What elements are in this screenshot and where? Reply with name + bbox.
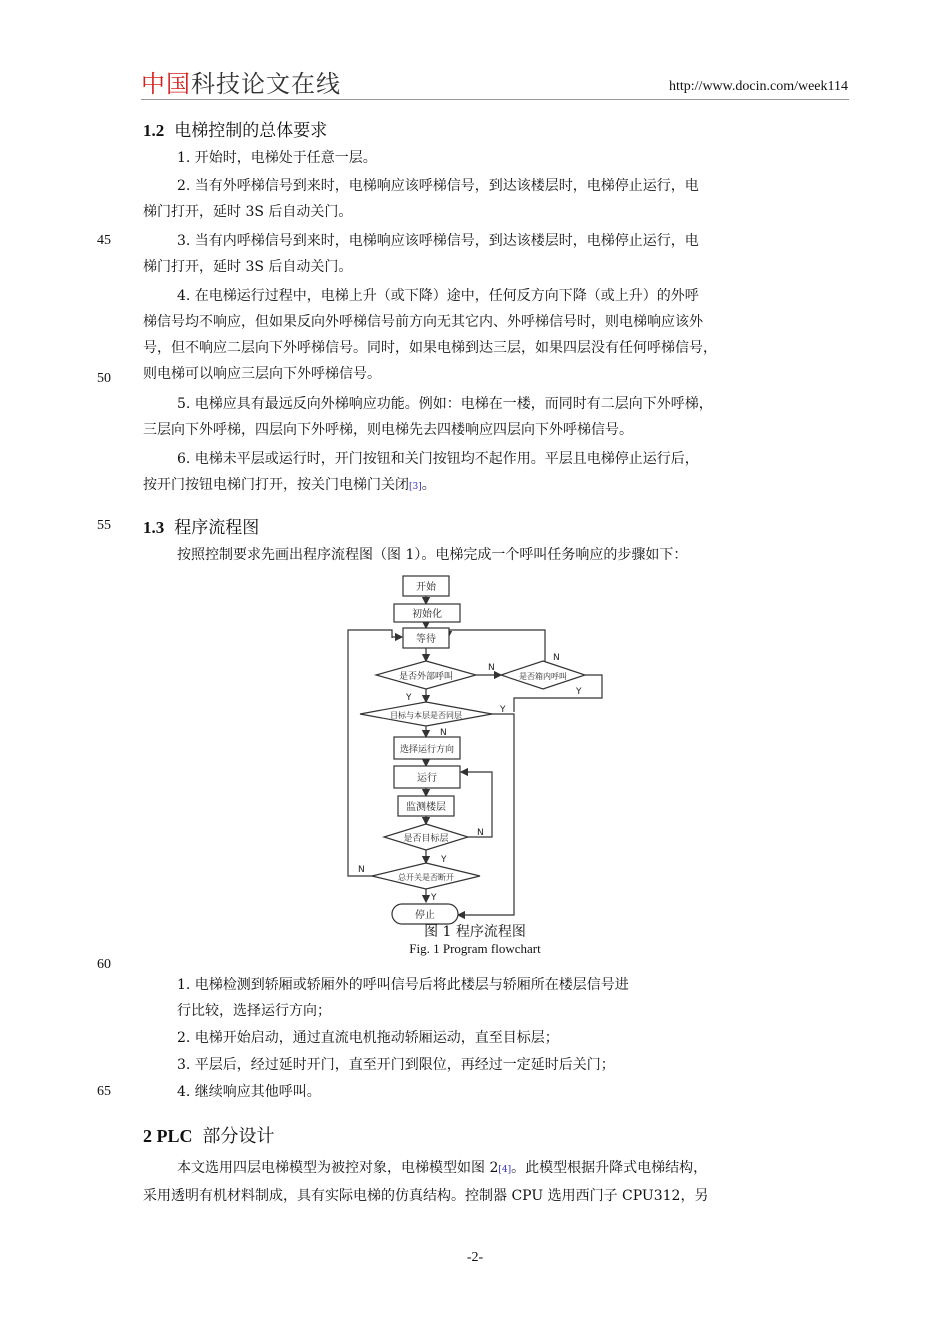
req-line: 三层向下外呼梯，四层向下外呼梯，则电梯先去四楼响应四层向下外呼梯信号。 <box>143 422 633 438</box>
citation-3[interactable]: [3] <box>409 482 422 492</box>
flow-label-yes: Y <box>576 687 582 697</box>
req-line: 1. 开始时，电梯处于任意一层。 <box>177 150 377 166</box>
header-rule <box>141 99 849 100</box>
flowchart-intro <box>143 542 793 568</box>
figure-caption-en: Fig. 1 Program flowchart <box>409 941 541 956</box>
intro-text: 按照控制要求先画出程序流程图（图 1）。电梯完成一个呼叫任务响应的步骤如下： <box>177 547 688 563</box>
flow-label-yes: Y <box>500 705 506 715</box>
step-line: 3. 平层后，经过延时开门，直至开门到限位，再经过一定延时后关门； <box>177 1057 615 1073</box>
page-number: -2- <box>466 1250 484 1265</box>
para-text: 本文选用四层电梯模型为被控对象，电梯模型如图 2 <box>177 1160 499 1176</box>
req-line: 3. 当有内呼梯信号到来时，电梯响应该呼梯信号，到达该楼层时，电梯停止运行，电 <box>177 233 699 249</box>
flow-label-yes: Y <box>431 893 437 903</box>
req-item-3 <box>143 228 793 280</box>
req-line: 按开门按钮电梯门打开，按关门电梯门关闭 <box>143 477 409 493</box>
journal-brand <box>141 64 341 99</box>
figure-caption-cn: 图 1 程序流程图 <box>424 924 526 940</box>
section-title: 电梯控制的总体要求 <box>174 121 328 141</box>
line-number: 65 <box>97 1084 111 1099</box>
brand-red-text: 中国 <box>141 70 191 98</box>
req-item-6 <box>143 446 793 500</box>
step-1 <box>177 972 737 1024</box>
req-item-4 <box>143 283 793 387</box>
line-number: 55 <box>97 518 111 533</box>
flow-label-no: N <box>440 728 447 738</box>
req-line: 梯信号均不响应，但如果反向外呼梯信号前方向无其它内、外呼梯信号时，则电梯响应该外 <box>143 314 703 330</box>
req-line: 则电梯可以响应三层向下外呼梯信号。 <box>143 366 381 382</box>
section-heading-1-2 <box>143 116 327 141</box>
line-number: 60 <box>97 957 111 972</box>
flow-label: 总开关是否断开 <box>398 873 454 882</box>
flow-label: 监测楼层 <box>406 802 446 813</box>
flow-label-yes: Y <box>441 855 447 865</box>
step-line: 行比较，选择运行方向； <box>177 1003 331 1019</box>
req-line: 6. 电梯未平层或运行时，开门按钮和关门按钮均不起作用。平层且电梯停止运行后， <box>177 451 699 467</box>
flow-label-no: N <box>358 865 365 875</box>
program-flowchart <box>340 572 610 928</box>
flow-label-no: N <box>477 828 484 838</box>
brand-rest-text: 科技论文在线 <box>191 70 341 98</box>
req-line: 梯门打开，延时 3S 后自动关门。 <box>143 204 353 220</box>
citation-4[interactable]: [4] <box>498 1165 512 1175</box>
flow-label-yes: Y <box>406 693 412 703</box>
flow-label: 目标与本层是否同层 <box>390 711 462 720</box>
flow-label: 是否箱内呼叫 <box>519 672 567 681</box>
header-url[interactable]: http://www.docin.com/week114 <box>669 79 848 94</box>
step-line: 4. 继续响应其他呼叫。 <box>177 1084 321 1100</box>
section-heading-2 <box>143 1122 275 1148</box>
step-line: 2. 电梯开始启动，通过直流电机拖动轿厢运动，直至目标层； <box>177 1030 559 1046</box>
req-line: 号，但不响应二层向下外呼梯信号。同时，如果电梯到达三层，如果四层没有任何呼梯信号， <box>143 340 717 356</box>
req-line: 梯门打开，延时 3S 后自动关门。 <box>143 259 353 275</box>
line-number: 50 <box>97 371 111 386</box>
req-line: 5. 电梯应具有最远反向外梯响应功能。例如：电梯在一楼，而同时有二层向下外呼梯， <box>177 396 713 412</box>
flow-label: 等待 <box>416 634 436 645</box>
req-line-end: 。 <box>421 477 436 493</box>
req-line: 4. 在电梯运行过程中，电梯上升（或下降）途中，任何反方向下降（或上升）的外呼 <box>177 288 699 304</box>
flow-label: 初始化 <box>412 609 442 620</box>
flow-label: 开始 <box>416 582 436 593</box>
req-item-1 <box>143 145 793 171</box>
section-heading-1-3 <box>143 513 259 538</box>
flow-label: 是否外部呼叫 <box>398 672 454 682</box>
flow-label: 是否目标层 <box>403 834 449 844</box>
step-line: 1. 电梯检测到轿厢或轿厢外的呼叫信号后将此楼层与轿厢所在楼层信号进 <box>177 977 629 993</box>
section-number: 1.3 <box>143 518 165 537</box>
flow-label: 停止 <box>415 910 435 921</box>
req-item-2 <box>143 173 793 225</box>
section-number: 1.2 <box>143 121 165 140</box>
flow-label-no: N <box>488 663 495 673</box>
sec2-paragraph <box>143 1155 793 1209</box>
section-title: 程序流程图 <box>174 518 260 538</box>
step-3 <box>177 1052 737 1078</box>
line-number: 45 <box>97 233 111 248</box>
section-title: 部分设计 <box>202 1126 275 1147</box>
flow-label: 运行 <box>417 773 437 784</box>
step-2 <box>177 1025 737 1051</box>
para-text: 。此模型根据升降式电梯结构， <box>511 1160 708 1176</box>
step-4 <box>177 1079 737 1105</box>
para-text: 采用透明有机材料制成，具有实际电梯的仿真结构。控制器 CPU 选用西门子 CPU312，另 <box>143 1188 709 1204</box>
section-number: 2 PLC <box>143 1126 193 1146</box>
flow-label-no: N <box>553 653 560 663</box>
req-item-5 <box>143 391 793 443</box>
flow-label: 选择运行方向 <box>399 745 455 755</box>
req-line: 2. 当有外呼梯信号到来时，电梯响应该呼梯信号，到达该楼层时，电梯停止运行，电 <box>177 178 699 194</box>
